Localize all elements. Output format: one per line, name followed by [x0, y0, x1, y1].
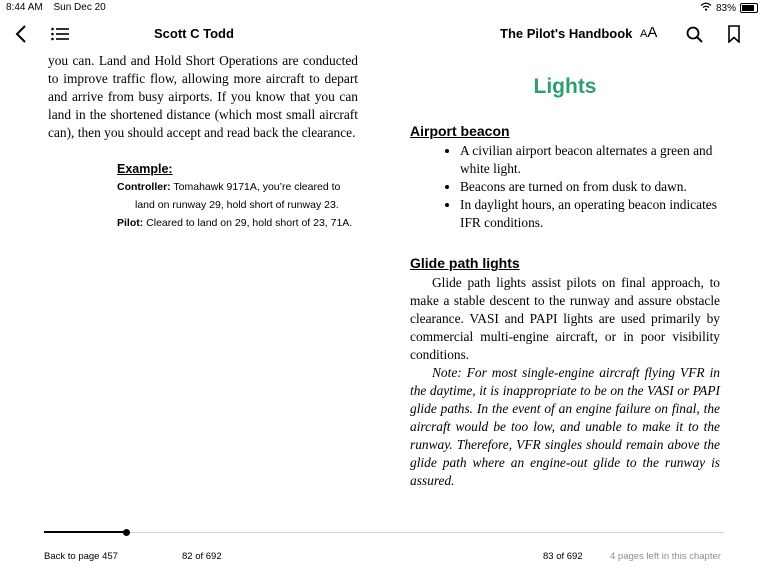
right-page [410, 74, 720, 490]
left-page-number: 82 of 692 [182, 551, 222, 562]
font-size-button[interactable] [640, 24, 657, 41]
table-of-contents-icon[interactable] [50, 24, 70, 44]
list-item: • Beacons are turned on from dusk to dawn. [460, 178, 720, 196]
list-item: • A civilian airport beacon alternates a green and white light. [460, 142, 720, 178]
example-heading: Example: [117, 162, 173, 176]
controller-text-2: land on runway 29, hold short of runway 23. [135, 199, 339, 211]
left-page-text: you can. Land and Hold Short Operations are conducted to improve traffic flow, allowing more aircraft to depart and arrive from busy airports. If you know that you can land in the shortened distance (which most small aircraft can), then you should accept and read back the clearance. [48, 53, 358, 140]
pilot-line [117, 214, 359, 232]
example-block [117, 160, 359, 232]
chapter-title: Lights [533, 75, 597, 98]
controller-label: Controller: [117, 181, 171, 193]
book-title: The Pilot's Handbook [500, 26, 633, 41]
battery-percent: 83% [715, 2, 736, 14]
chapter-pages-remaining: 4 pages left in this chapter [610, 551, 721, 562]
font-size-large-label: A [647, 24, 658, 41]
controller-text-1: Tomahawk 9171A, you’re cleared to [173, 181, 341, 193]
font-size-small-label: A [640, 28, 648, 40]
reader-toolbar [0, 18, 768, 50]
author-name: Scott C Todd [154, 26, 234, 41]
status-time: 8:44 AM [6, 2, 43, 13]
beacon-bullet-list [410, 142, 720, 232]
bookmark-icon[interactable] [726, 23, 742, 45]
list-item: • In daylight hours, an operating beacon indicates IFR conditions. [460, 196, 720, 232]
section-heading-glide-path-lights: Glide path lights [410, 255, 520, 271]
status-date: Sun Dec 20 [53, 2, 106, 13]
status-bar [0, 0, 768, 16]
back-to-page-link[interactable]: Back to page 457 [44, 551, 118, 562]
battery-icon [740, 3, 758, 13]
reading-progress-slider[interactable] [44, 532, 724, 533]
progress-handle[interactable] [123, 529, 130, 536]
search-icon[interactable] [684, 24, 704, 44]
pilot-label: Pilot: [117, 217, 144, 229]
pilot-text: Cleared to land on 29, hold short of 23, 71A. [146, 217, 353, 229]
glide-path-paragraph: Glide path lights assist pilots on final approach, to make a stable descent to the runway and assure obstacle clearance. VASI and PAPI lights are used primarily by commercial multi-engine aircraft, or in poor visibility conditions. [410, 275, 720, 362]
progress-fill [44, 531, 126, 533]
wifi-icon [700, 2, 712, 14]
right-page-number: 83 of 692 [543, 551, 583, 562]
back-chevron-icon[interactable] [12, 23, 30, 45]
glide-path-note: Note: For most single-engine aircraft flying VFR in the daytime, it is inappropriate to be on the VASI or PAPI glide paths. In the event of an engine failure on final, the aircraft would be too low, and unable to make it to the runway. Therefore, VFR singles should remain above the glide path where an engine-out glide to the runway is assured. [410, 365, 720, 488]
controller-line [117, 178, 359, 196]
section-heading-airport-beacon: Airport beacon [410, 123, 510, 139]
